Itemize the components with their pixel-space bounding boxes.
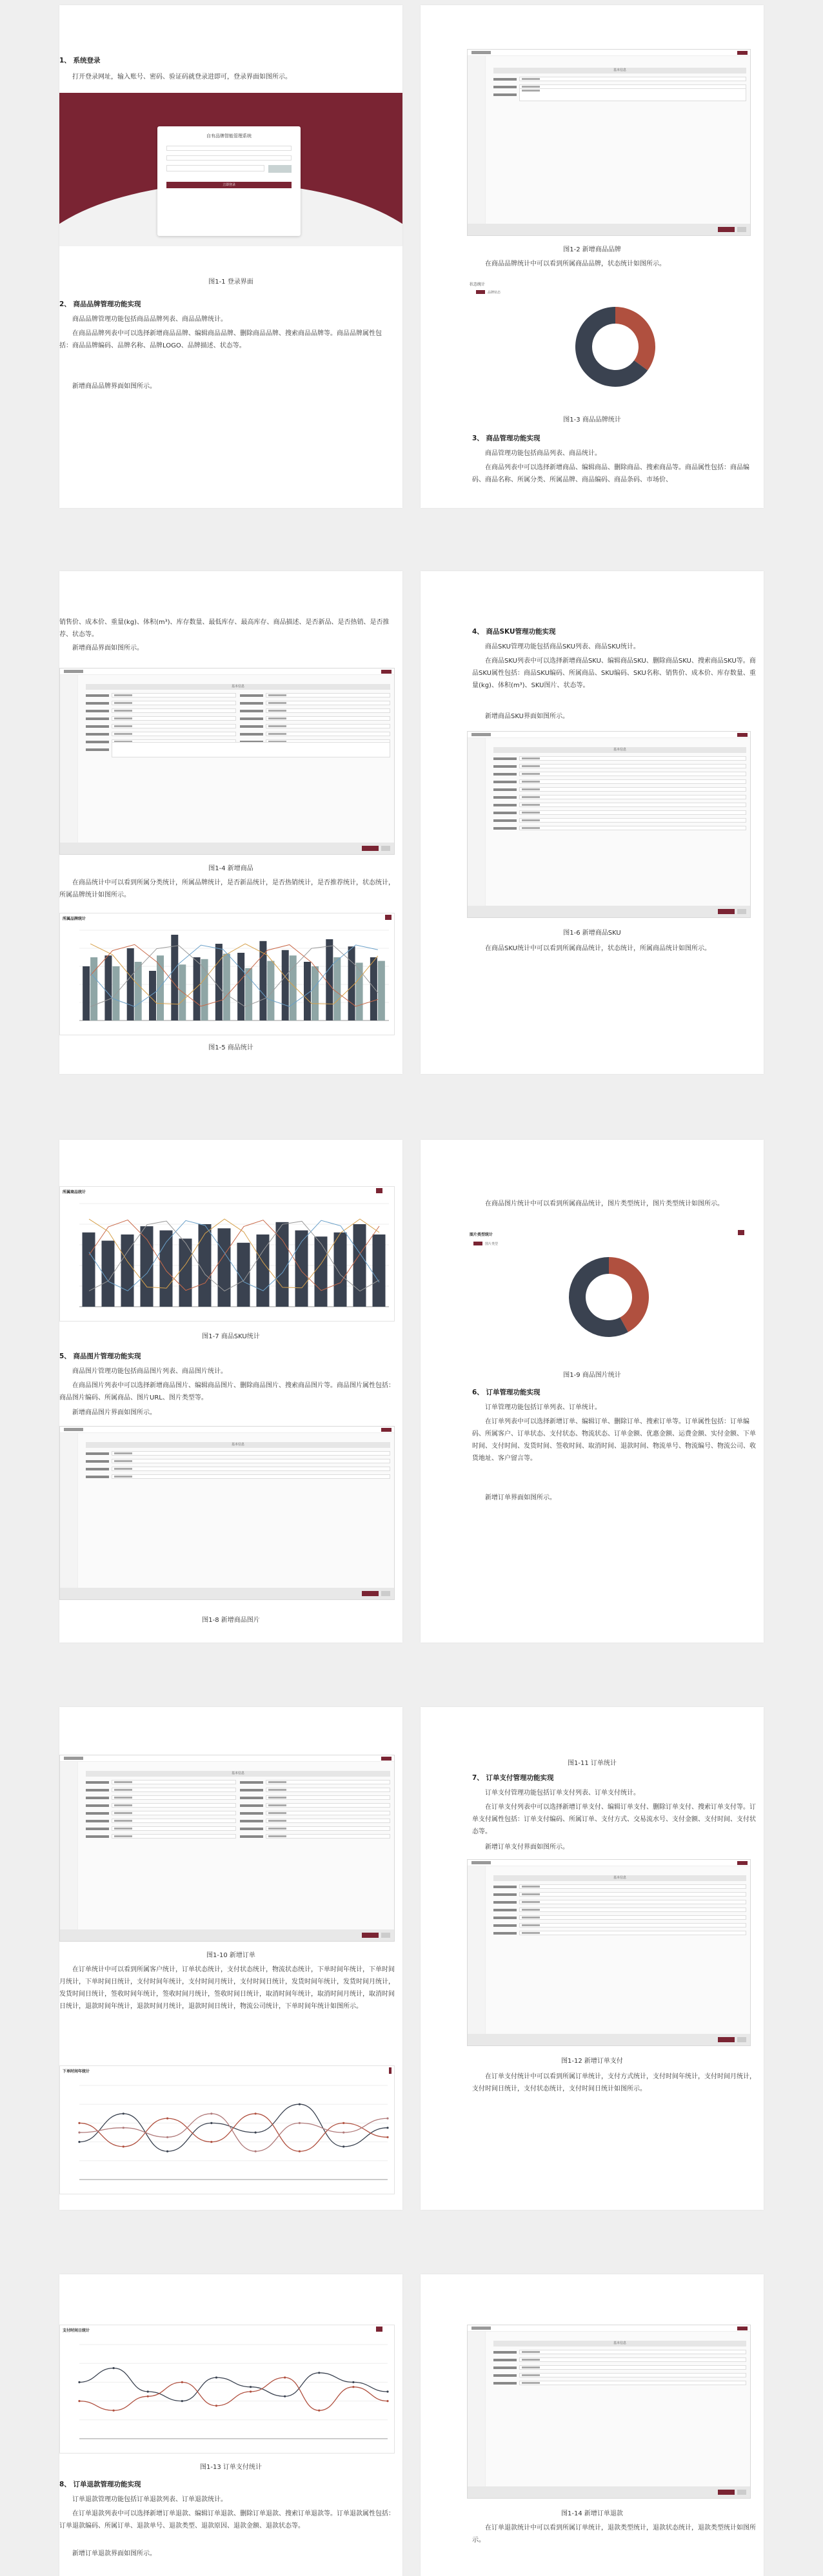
caption: 图1-9 商品图片统计 [563, 1372, 621, 1379]
paragraph: 在订单退款统计中可以看到所属订单统计，退款类型统计，退款状态统计，退款类型统计如图所示。 [472, 2524, 756, 2544]
doc-page-4 [421, 571, 764, 1074]
data-point [123, 2113, 124, 2114]
password-input[interactable] [166, 155, 292, 161]
form-screenshot [467, 731, 751, 918]
chart-title: 所属商品统计 [63, 1190, 86, 1195]
bar [179, 1238, 192, 1307]
paragraph: 在商品图片列表中可以选择新增商品图片、编辑商品图片、删除商品图片、搜索商品图片等。商品图片属性包括：商品图片编码、所属商品、图片URL、图片类型等。 [59, 1382, 395, 1401]
data-point [318, 2410, 320, 2412]
pie-slice [615, 307, 655, 370]
caption: 图1-10 新增订单 [206, 1952, 255, 1959]
captcha-image[interactable] [268, 165, 292, 173]
section-7-title: 7、 订单支付管理功能实现 [472, 1774, 554, 1782]
caption: 图1-3 商品品牌统计 [563, 416, 621, 424]
paragraph: 订单支付管理功能包括订单支付列表、订单支付统计。 [485, 1790, 640, 1797]
legend-swatch [476, 290, 485, 294]
data-point [166, 2151, 168, 2152]
data-point [342, 2131, 344, 2133]
chart-title: 所属品牌统计 [63, 917, 86, 921]
data-point [342, 2122, 344, 2124]
caption: 图1-13 订单支付统计 [200, 2464, 262, 2471]
chart-title: 图片类型统计 [470, 1233, 493, 1237]
form-header: 基本信息 [86, 684, 390, 690]
bar-chart-2 [59, 1186, 395, 1322]
form-header: 基本信息 [493, 2341, 746, 2347]
section-3-title: 3、 商品管理功能实现 [472, 434, 540, 442]
bar [312, 966, 319, 1020]
data-point [386, 2390, 388, 2392]
data-point [123, 2145, 124, 2147]
data-point [215, 2405, 217, 2406]
legend-swatch [473, 1242, 482, 1245]
doc-page-5 [59, 1140, 402, 1643]
data-point [342, 2145, 344, 2147]
login-card [157, 126, 301, 236]
paragraph: 商品图片管理功能包括商品图片列表、商品图片统计。 [72, 1368, 227, 1375]
data-point [352, 2386, 354, 2388]
bar [378, 961, 385, 1020]
caption: 图1-6 新增商品SKU [563, 930, 621, 937]
captcha-input[interactable] [166, 165, 264, 171]
chart-title: 状态统计 [470, 282, 486, 287]
data-point [255, 2113, 257, 2114]
caption: 图1-2 新增商品品牌 [563, 246, 621, 253]
caption: 图1-4 新增商品 [208, 865, 253, 872]
form-header: 基本信息 [493, 747, 746, 753]
caption: 图1-14 新增订单退款 [561, 2510, 623, 2517]
data-point [299, 2151, 301, 2152]
form-header: 基本信息 [86, 1771, 390, 1777]
bar [179, 964, 186, 1020]
login-title: 自有品牌智能管理系统 [206, 133, 252, 139]
bar [333, 957, 341, 1020]
bar [218, 1228, 231, 1307]
data-point [352, 2381, 354, 2383]
data-point [78, 2381, 80, 2383]
data-point [255, 2131, 257, 2133]
form-header: 基本信息 [86, 1442, 390, 1448]
bar [304, 962, 311, 1020]
paragraph: 在商品品牌统计中可以看到所属商品品牌，状态统计如图所示。 [485, 260, 666, 268]
pie-svg [570, 302, 660, 392]
bar [215, 944, 223, 1020]
data-point [386, 2127, 388, 2129]
data-point [78, 2141, 80, 2143]
series-line [79, 2114, 388, 2151]
data-point [386, 2118, 388, 2120]
data-point [123, 2127, 124, 2129]
data-point [386, 2400, 388, 2402]
bar [199, 1224, 212, 1307]
chart-title: 支付时间日统计 [63, 2328, 90, 2333]
data-point [255, 2151, 257, 2152]
login-screenshot [59, 93, 402, 246]
doc-page-1 [59, 5, 402, 508]
bar [193, 957, 201, 1020]
pie-chart-1 [467, 278, 751, 407]
data-point [386, 2136, 388, 2138]
form-screenshot [467, 49, 751, 236]
paragraph: 在订单退款列表中可以选择新增订单退款、编辑订单退款、删除订单退款、搜索订单退款等。订单退款属性包括：订单退款编码、所属订单、退款单号、退款类型、退款原因、退款金额、退款状态等。 [59, 2510, 395, 2530]
bar [104, 955, 112, 1020]
bar [356, 962, 363, 1020]
paragraph: 订单管理功能包括订单列表、订单统计。 [485, 1404, 601, 1411]
bar [83, 966, 90, 1020]
bar [83, 1233, 95, 1307]
bar [171, 935, 178, 1020]
data-point [210, 2113, 212, 2114]
form-header: 基本信息 [493, 1875, 746, 1881]
bar [334, 1233, 347, 1307]
data-point [78, 2400, 80, 2402]
search-icon[interactable] [738, 1230, 744, 1235]
paragraph: 订单退款管理功能包括订单退款列表、订单退款统计。 [72, 2496, 227, 2503]
legend-label: 图片类型 [485, 1242, 499, 1246]
bar-svg [60, 1200, 395, 1321]
form-screenshot [59, 1426, 395, 1600]
login-button[interactable]: 立即登录 [166, 182, 292, 188]
paragraph: 新增商品品牌界面如图所示。 [72, 383, 156, 390]
bar-svg [60, 926, 395, 1035]
section-8-title: 8、 订单退款管理功能实现 [59, 2481, 141, 2488]
data-point [113, 2410, 115, 2412]
data-point [147, 2390, 149, 2392]
form-header: 基本信息 [493, 68, 746, 73]
data-point [166, 2136, 168, 2138]
caption: 图1-12 新增订单支付 [561, 2058, 623, 2065]
data-point [299, 2103, 301, 2105]
paragraph: 商品管理功能包括商品列表、商品统计。 [485, 450, 601, 457]
caption: 图1-7 商品SKU统计 [202, 1333, 260, 1340]
toolbar-marker [389, 2067, 392, 2074]
paragraph: 新增订单界面如图所示。 [485, 1494, 556, 1501]
legend-label: 品牌状态 [488, 291, 501, 295]
data-point [78, 2122, 80, 2124]
data-point [284, 2377, 286, 2379]
paragraph: 在商品SKU列表中可以选择新增商品SKU、编辑商品SKU、删除商品SKU、搜索商品SKU等。商品SKU属性包括：商品SKU编码、所属商品、SKU编码、SKU名称、销售价、成本价、库存数量、重量(kg)、体积(m³)、SKU图片、状态等。 [472, 658, 756, 689]
paragraph: 新增商品图片界面如图所示。 [72, 1409, 156, 1416]
bar [315, 1236, 328, 1307]
caption: 图1-5 商品统计 [208, 1044, 253, 1051]
doc-page-7 [59, 1707, 402, 2210]
bar [237, 953, 244, 1020]
paragraph: 新增订单支付界面如图所示。 [485, 1844, 569, 1851]
line-svg [60, 2339, 395, 2453]
caption: 图1-8 新增商品图片 [202, 1617, 260, 1624]
section-2-title: 2、 商品品牌管理功能实现 [59, 300, 141, 308]
data-point [210, 2122, 212, 2124]
section-5-title: 5、 商品图片管理功能实现 [59, 1352, 141, 1360]
form-screenshot [467, 2325, 751, 2499]
paragraph: 在商品品牌列表中可以选择新增商品品牌、编辑商品品牌、删除商品品牌、搜索商品品牌等。商品品牌属性包括：商品品牌编码、品牌名称、品牌LOGO、品牌描述、状态等。 [59, 330, 382, 349]
paragraph: 在订单支付列表中可以选择新增订单支付、编辑订单支付、删除订单支付、搜索订单支付等。订单支付属性包括：订单支付编码、所属订单、支付方式、交易流水号、支付金额、支付时间、支付状态等。 [472, 1804, 756, 1835]
bar [201, 959, 208, 1020]
paragraph: 打开登录网址，输入账号、密码、验证码就登录进即可，登录界面如图所示。 [72, 73, 292, 81]
paragraph: 商品品牌管理功能包括商品品牌列表、商品品牌统计。 [72, 316, 227, 323]
paragraph: 在商品统计中可以看到所属分类统计，所属品牌统计，是否新品统计，是否热销统计，是否推荐统计，状态统计，所属品牌统计如图所示。 [59, 879, 395, 899]
data-point [284, 2395, 286, 2397]
data-point [250, 2386, 252, 2388]
section-4-title: 4、 商品SKU管理功能实现 [472, 628, 556, 636]
doc-page-9 [59, 2274, 402, 2576]
search-icon[interactable] [385, 915, 392, 920]
bar [90, 957, 97, 1020]
pie-chart-2 [467, 1230, 751, 1359]
data-point [299, 2122, 301, 2124]
doc-page-10 [421, 2274, 764, 2576]
form-screenshot [59, 668, 395, 855]
data-point [210, 2141, 212, 2143]
paragraph: 在订单列表中可以选择新增订单、编辑订单、删除订单、搜索订单等。订单属性包括：订单编码、所属客户、订单状态、支付状态、物流状态、订单金额、优惠金额、运费金额、实付金额、下单时间、支付时间、发货时间、签收时间、取消时间、退款时间、物流单号、物流编号、物流公司、收货地址、客户留言等。 [472, 1418, 756, 1462]
section-6-title: 6、 订单管理功能实现 [472, 1389, 540, 1396]
data-point [215, 2377, 217, 2379]
doc-page-2 [421, 5, 764, 508]
doc-page-6 [421, 1140, 764, 1643]
data-point [113, 2367, 115, 2369]
doc-page-8 [421, 1707, 764, 2210]
bar [326, 939, 333, 1020]
paragraph: 在商品SKU统计中可以看到所属商品统计，状态统计，所属商品统计如图所示。 [485, 945, 711, 952]
bar [370, 957, 377, 1020]
caption: 图1-1 登录界面 [208, 278, 253, 286]
data-point [78, 2131, 80, 2133]
data-point [147, 2395, 149, 2397]
paragraph: 在商品列表中可以选择新增商品、编辑商品、删除商品、搜索商品等。商品属性包括：商品编码、商品名称、所属分类、所属品牌、商品编码、商品条码、市场价、 [472, 464, 749, 483]
chart-title: 下单时间年统计 [63, 2069, 90, 2074]
section-1-title: 1、 系统登录 [59, 57, 101, 64]
bar [353, 1224, 366, 1307]
bar [223, 953, 230, 1020]
search-icon[interactable] [376, 2327, 382, 2332]
data-point [166, 2118, 168, 2120]
paragraph: 在商品图片统计中可以看到所属商品统计，图片类型统计，图片类型统计如图所示。 [485, 1200, 724, 1207]
bar [348, 946, 355, 1020]
search-icon[interactable] [376, 1188, 382, 1193]
username-input[interactable] [166, 146, 292, 151]
paragraph: 在订单支付统计中可以看到所属订单统计，支付方式统计，支付时间年统计，支付时间月统计，支付时间日统计，支付状态统计，支付时间日统计如图所示。 [472, 2073, 756, 2093]
paragraph: 商品SKU管理功能包括商品SKU列表、商品SKU统计。 [485, 643, 640, 650]
paragraph: 新增商品界面如图所示。 [72, 645, 143, 652]
form-screenshot [59, 1755, 395, 1942]
doc-page-3 [59, 571, 402, 1074]
line-chart-2 [59, 2325, 395, 2454]
line-chart-1 [59, 2065, 395, 2194]
paragraph: 新增订单退款界面如图所示。 [72, 2550, 156, 2557]
data-point [250, 2390, 252, 2392]
line-svg [60, 2080, 395, 2194]
series-line [79, 2368, 388, 2401]
bar [157, 955, 164, 1020]
data-point [181, 2400, 183, 2402]
paragraph: 在订单统计中可以看到所属客户统计，订单状态统计，支付状态统计，物流状态统计，下单时间年统计，下单时间月统计，下单时间日统计，支付时间年统计，支付时间月统计，支付时间日统计，发货时间年统计，发货时间月统计，发货时间日统计，签收时间年统计，签收时间月统计，签收时间日统计，取消时间年统计，取消时间月统计，取消时间日统计，退款时间年统计，退款时间月统计，退款时间日统计，物流公司统计，下单时间年统计如图所示。 [59, 1966, 395, 2010]
data-point [181, 2381, 183, 2383]
bar [127, 948, 134, 1020]
bar [282, 950, 289, 1020]
caption: 图1-11 订单统计 [568, 1760, 617, 1767]
bar [373, 1234, 386, 1307]
pie-svg [564, 1252, 654, 1342]
data-point [318, 2372, 320, 2374]
bar-chart-1 [59, 913, 395, 1035]
paragraph: 新增商品SKU界面如图所示。 [485, 713, 569, 720]
paragraph: 销售价、成本价、重量(kg)、体积(m³)、库存数量、最低库存、最高库存、商品描述、是否新品、是否热销、是否推荐、状态等。 [59, 619, 390, 638]
form-screenshot [467, 1859, 751, 2046]
bar [245, 968, 252, 1020]
